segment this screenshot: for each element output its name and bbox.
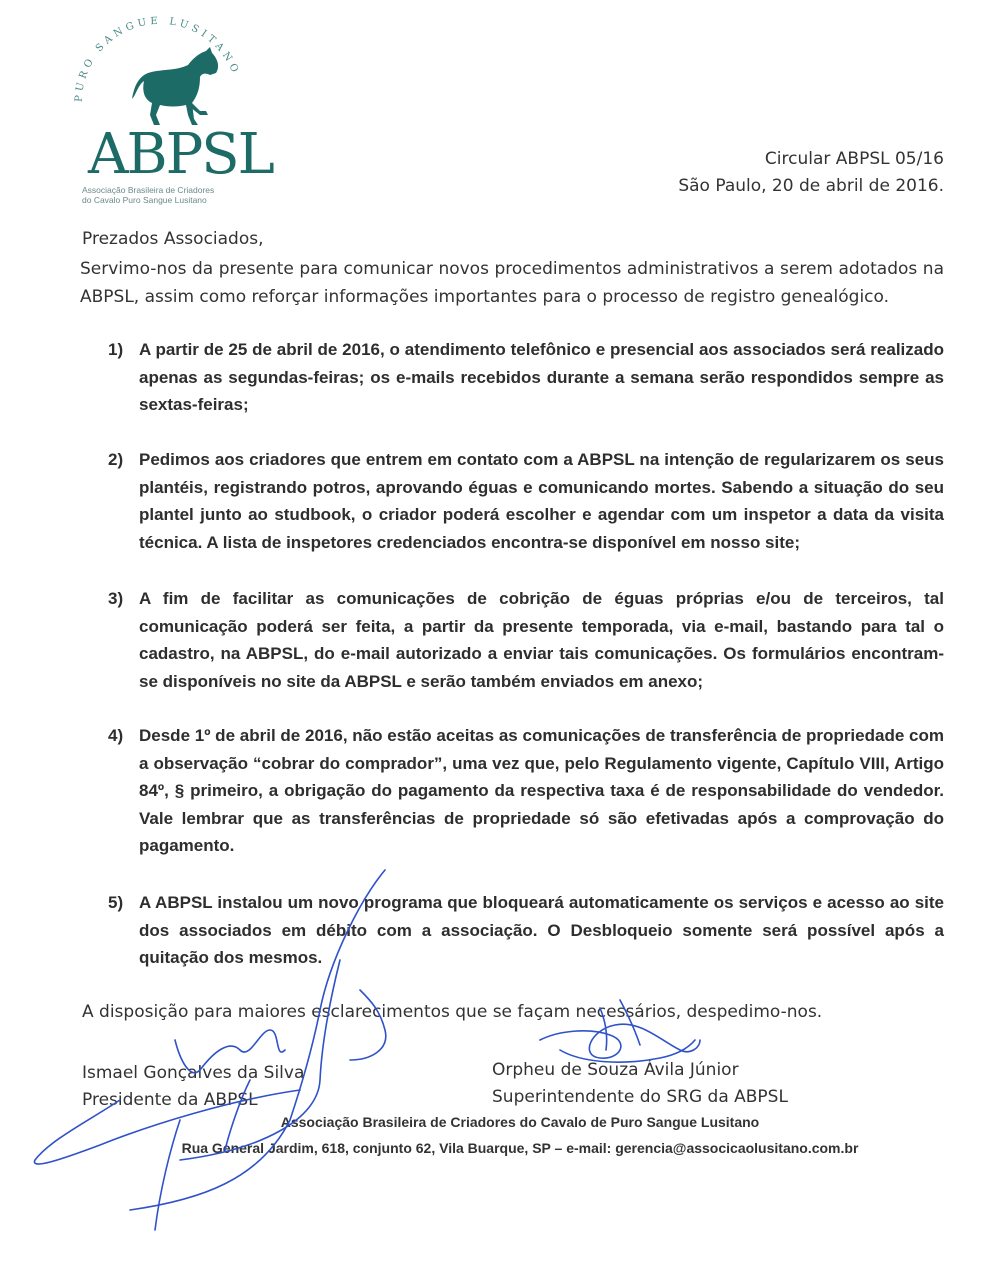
signatory-president — [82, 1060, 304, 1114]
list-item — [108, 585, 944, 695]
item-text: A partir de 25 de abril de 2016, o atendimento telefônico e presencial aos associados será realizado apenas as segundas-feiras; os e-mails recebidos durante a semana serão respondidos sempre as sextas-feiras; — [139, 340, 944, 414]
item-text: Desde 1º de abril de 2016, não estão aceitas as comunicações de transferência de propriedade com a observação “cobrar do comprador”, uma vez que, pelo Regulamento vigente, Capítulo VIII, Artigo 84º, § primeiro, a obrigação do pagamento da respectiva taxa é de responsabilidade do vendedor. Vale lembrar que as transferências de propriedade só são efetivadas após a comprovação do pagamento. — [139, 726, 944, 855]
list-item — [108, 889, 944, 972]
list-item — [108, 446, 944, 556]
closing-line: A disposição para maiores esclarecimentos que se façam necessários, despedimo-nos. — [82, 1002, 823, 1022]
item-text: Pedimos aos criadores que entrem em contato com a ABPSL na intenção de regularizarem os seus plantéis, registrando potros, aprovando éguas e comunicando mortes. Sabendo a situação do seu plantel junto ao studbook, o criador poderá escolher e agendar com um inspetor a data da visita técnica. A lista de inspetores credenciados encontra-se disponível em nosso site; — [139, 450, 944, 552]
logo-arc-text: PURO SANGUE LUSITANO — [73, 15, 242, 103]
signatory-role: Presidente da ABPSL — [82, 1090, 258, 1110]
intro-paragraph: Servimo-nos da presente para comunicar novos procedimentos administrativos a serem adotados na ABPSL, assim como reforçar informações importantes para o processo de registro genealógico. — [80, 259, 944, 307]
letter-date: São Paulo, 20 de abril de 2016. — [678, 176, 944, 196]
circular-number: Circular ABPSL 05/16 — [764, 149, 944, 169]
item-number: 3) — [108, 589, 124, 608]
signatory-name: Orpheu de Souza Ávila Júnior — [492, 1060, 739, 1080]
item-number: 4) — [108, 726, 124, 745]
list-item — [108, 722, 944, 860]
list-item — [108, 336, 944, 419]
signatory-role: Superintendente do SRG da ABPSL — [492, 1087, 788, 1107]
signatory-superintendent — [492, 1057, 788, 1111]
letter-header — [678, 146, 944, 200]
item-number: 1) — [108, 340, 124, 359]
logo-subtitle-line1: Associação Brasileira de Criadores — [82, 185, 215, 195]
signatory-name: Ismael Gonçalves da Silva — [82, 1063, 305, 1083]
item-number: 2) — [108, 450, 124, 469]
item-text: A fim de facilitar as comunicações de cobrição de éguas próprias e/ou de terceiros, tal comunicação poderá ser feita, a partir da presente temporada, via e-mail, bastando para tal o cadastro, na ABPSL, do e-mail autorizado a enviar tais comunicações. Os formulários encontram-se disponíveis no site da ABPSL e serão também enviados em anexo; — [139, 589, 944, 691]
footer-organization: Associação Brasileira de Criadores do Cavalo de Puro Sangue Lusitano — [280, 1114, 760, 1130]
footer-address: Rua General Jardim, 618, conjunto 62, Vila Buarque, SP – e-mail: gerencia@associcaolusitano.com.br — [181, 1140, 859, 1156]
abpsl-logo — [60, 15, 273, 205]
logo-abbreviation: ABPSL — [88, 122, 273, 187]
logo-subtitle-line2: do Cavalo Puro Sangue Lusitano — [82, 195, 207, 205]
item-text: A ABPSL instalou um novo programa que bloqueará automaticamente os serviços e acesso ao site dos associados em débito com a associação. O Desbloqueio somente será possível após a quitação dos mesmos. — [139, 893, 944, 967]
item-number: 5) — [108, 893, 124, 912]
logo-subtitle — [82, 185, 282, 205]
greeting: Prezados Associados, — [82, 229, 264, 249]
